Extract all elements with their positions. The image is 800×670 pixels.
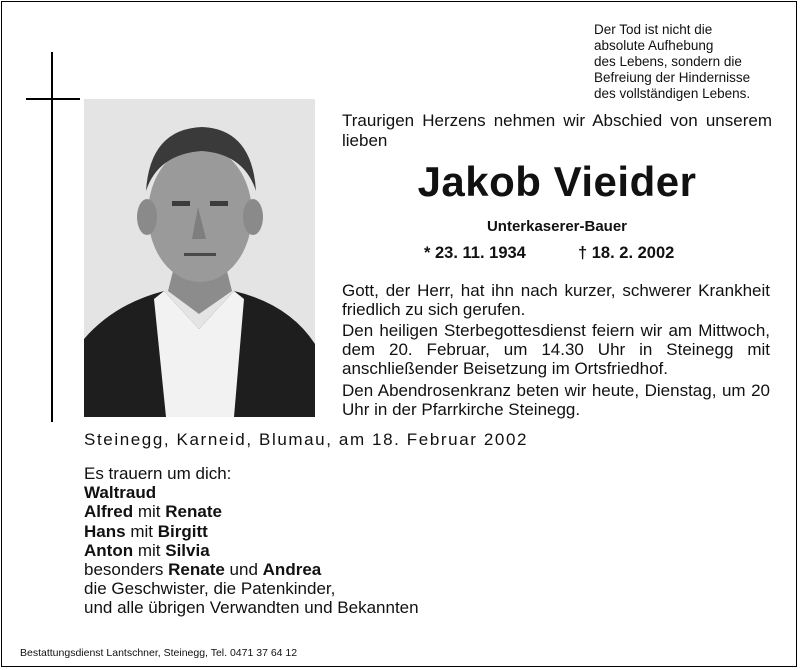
- mourner-line: die Geschwister, die Patenkinder,: [84, 579, 336, 599]
- place-and-date: Steinegg, Karneid, Blumau, am 18. Februar 2002: [84, 430, 529, 449]
- deceased-name: Jakob Vieider: [417, 158, 697, 205]
- paragraph-passing: Gott, der Herr, hat ihn nach kurzer, schwerer Krankheit friedlich zu sich gerufen.: [342, 281, 770, 319]
- special-prefix: besonders: [84, 560, 164, 580]
- mourner-line: [84, 502, 419, 521]
- quote-line: des Lebens, sondern die: [594, 54, 742, 69]
- death-date: † 18. 2. 2002: [578, 244, 675, 262]
- mourner-line: [84, 560, 419, 579]
- funeral-service-footer: Bestattungsdienst Lantschner, Steinegg, Tel. 0471 37 64 12: [20, 647, 298, 659]
- connector-word: mit: [137, 540, 161, 560]
- intro-text: Traurigen Herzens nehmen wir Abschied von unserem lieben: [342, 111, 772, 150]
- paragraph-funeral-service: Den heiligen Sterbegottesdienst feiern wir am Mittwoch, dem 20. Februar, um 14.30 Uhr in Steinegg mit anschließender Beisetzung im Ortsfriedhof.: [342, 321, 770, 378]
- mourner-name: Renate: [165, 502, 222, 522]
- epigraph-quote: [594, 22, 794, 102]
- cross-icon-bar: [26, 98, 80, 100]
- mourner-line: [84, 522, 419, 541]
- cross-icon: [51, 52, 53, 422]
- mourner-name: Hans: [84, 521, 126, 541]
- mourner-line: [84, 483, 419, 502]
- quote-line: Befreiung der Hindernisse: [594, 70, 751, 85]
- paragraph-rosary: Den Abendrosenkranz beten wir heute, Dienstag, um 20 Uhr in der Pfarrkirche Steinegg.: [342, 381, 770, 419]
- mourner-name: Alfred: [84, 502, 134, 522]
- quote-line: Der Tod ist nicht die: [594, 22, 713, 37]
- quote-line: des vollständigen Lebens.: [594, 86, 751, 101]
- connector-word: mit: [137, 502, 161, 522]
- mourners-list: [84, 464, 419, 618]
- mourner-line: und alle übrigen Verwandten und Bekannten: [84, 598, 419, 618]
- portrait-photo: [84, 99, 315, 417]
- mourner-name: Anton: [84, 540, 134, 560]
- connector-word: mit: [130, 521, 153, 541]
- mourner-line: [84, 541, 419, 560]
- mourner-name: Birgitt: [157, 521, 208, 541]
- mourner-name: Silvia: [165, 540, 210, 560]
- quote-line: absolute Aufhebung: [594, 38, 714, 53]
- mourner-name: Renate: [168, 560, 225, 580]
- and-word: und: [229, 560, 258, 580]
- mourner-name: Andrea: [262, 560, 322, 580]
- mourner-name: Waltraud: [84, 483, 157, 503]
- birth-date: * 23. 11. 1934: [424, 244, 526, 262]
- mourners-heading: Es trauern um dich:: [84, 464, 232, 483]
- deceased-title: Unterkaserer-Bauer: [486, 218, 628, 235]
